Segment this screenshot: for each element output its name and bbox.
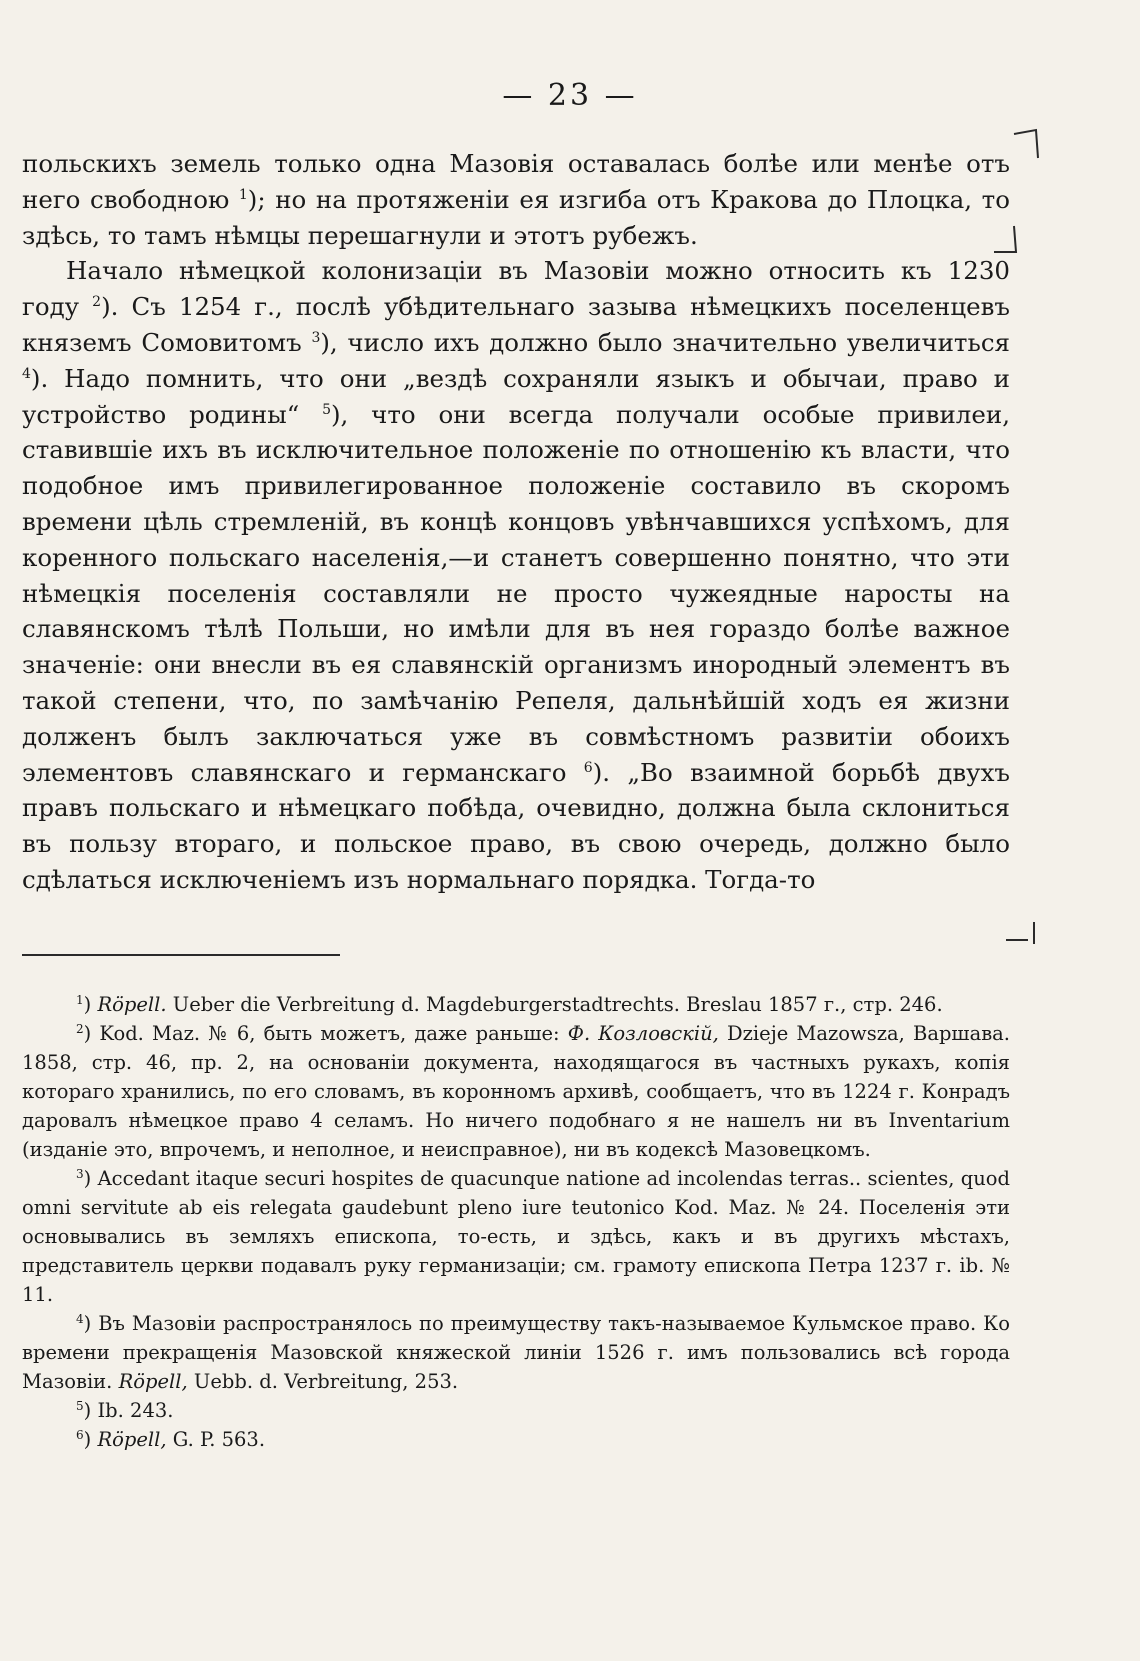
footnote-mark: 2 xyxy=(76,1022,84,1036)
text-run: ); но на протяженіи ея изгиба отъ Кракова до Плоцка, то здѣсь, то тамъ нѣмцы перешагнули и этотъ рубежъ. xyxy=(22,184,1010,250)
text-run: ). Надо помнить, что они „вездѣ сохраняли языкъ и обычаи, право и устройство родины“ xyxy=(22,363,1010,429)
margin-bracket-top-icon xyxy=(1012,124,1052,164)
footnote-mark: 5 xyxy=(76,1399,84,1413)
footnote-author: Röpell, xyxy=(97,1428,167,1451)
footnote-ref-6[interactable]: 6 xyxy=(583,759,593,776)
footnote-ref-5[interactable]: 5 xyxy=(322,401,331,418)
footnote-mark: 4 xyxy=(76,1312,84,1326)
paragraph-1 xyxy=(22,146,1010,253)
footnote-ref-3[interactable]: 3 xyxy=(311,329,321,346)
main-text xyxy=(22,146,1010,898)
footnote-ref-2[interactable]: 2 xyxy=(92,294,102,311)
footnote-text: Uebb. d. Verbreitung, 253. xyxy=(187,1370,459,1393)
footnote-ref-1[interactable]: 1 xyxy=(238,186,248,203)
footnote-2: $^2$) Kod. Maz. № 6, быть можетъ, даже раньше: Ф. Козловскій, Dzieje Mazowsza, Варшава. 1858, стр. 46, пр. 2, на основаніи документа, находящагося въ частныхъ рукахъ, копія котораго хранились, по его словамъ, въ коронномъ архивѣ, сообщаетъ, что въ 1224 г. Конрадъ даровалъ нѣмецкое право 4 селамъ. Но ничего подобнаго я не нашелъ ни въ Inventarium (изданіе это, впрочемъ, и неполное, и неисправное), ни въ кодексѣ Мазовецкомъ. xyxy=(22,1022,1010,1161)
footnote-text: Kod. Maz. № 6, быть можетъ, даже раньше: xyxy=(91,1022,568,1045)
text-run: ), что они всегда получали особые привилеи, ставившіе ихъ въ исключительное положеніе по отношенію къ власти, что подобное имъ привилегированное положеніе составило въ скоромъ времени цѣль стремленій, въ концѣ концовъ увѣнчавшихся успѣхомъ, для коренного польскаго населенія,—и станетъ совершенно понятно, что эти нѣмецкія поселенія составляли не просто чужеядные наросты на славянскомъ тѣлѣ Польши, но имѣли для въ нея гораздо болѣе важное значеніе: они внесли въ ея славянскій организмъ инородный элементъ въ такой степени, что, по замѣчанію Репеля, дальнѣйшій ходъ ея жизни долженъ былъ заключаться уже въ совмѣстномъ развитіи обоихъ элементовъ славянскаго и германскаго xyxy=(22,399,1010,787)
footnote-text: Ueber die Verbreitung d. Magdeburgerstadtrechts. Breslau 1857 г., стр. 246. xyxy=(166,993,943,1016)
footnote-6: $^6$) Röpell, G. P. 563. xyxy=(76,1428,266,1451)
footnote-mark: 1 xyxy=(76,993,84,1007)
footnote-5: $^5$) Ib. 243. xyxy=(76,1399,174,1422)
footnote-text: Dzieje Mazowsza, Варшава. 1858, стр. 46, пр. 2, на основаніи документа, находящагося въ частныхъ рукахъ, копія котораго хранились, по его словамъ, въ коронномъ архивѣ, сообщаетъ, что въ 1224 г. Конрадъ даровалъ нѣмецкое право 4 селамъ. Но ничего подобнаго я не нашелъ ни въ Inventarium (изданіе это, впрочемъ, и неполное, и неисправное), ни въ кодексѣ Мазовецкомъ. xyxy=(22,1022,1010,1161)
footnote-author: Röpell, xyxy=(118,1370,188,1393)
footnote-4: $^4$) Въ Мазовіи распространялось по преимуществу такъ-называемое Кульмское право. Ко времени прекращенія Мазовской княжеской линіи 1526 г. имъ пользовались всѣ города Мазовіи. Röpell, Uebb. d. Verbreitung, 253. xyxy=(22,1312,1010,1393)
text-run: ). Съ 1254 г., послѣ убѣдительнаго зазыва нѣмецкихъ поселенцевъ княземъ Сомовитомъ xyxy=(22,292,1010,357)
text-run: ), число ихъ должно было значительно увеличиться xyxy=(320,327,1010,357)
text-run: ). „Во взаимной борьбѣ двухъ правъ польскаго и нѣмецкаго побѣда, очевидно, должна была склониться въ пользу втораго, и польское право, въ свою очередь, должно было сдѣлаться исключеніемъ изъ нормальнаго порядка. Тогда-то xyxy=(22,757,1010,894)
footnote-text: G. P. 563. xyxy=(166,1428,266,1451)
text-run: Начало нѣмецкой колонизаціи въ Мазовіи можно относить къ 1230 году xyxy=(22,256,1010,322)
footnote-divider xyxy=(22,954,340,956)
footnote-text: Въ Мазовіи распространялось по преимуществу такъ-называемое Кульмское право. Ко времени прекращенія Мазовской княжеской линіи 1526 г. имъ пользовались всѣ города Мазовіи. xyxy=(22,1312,1010,1393)
margin-bracket-bottom-icon xyxy=(1004,910,1044,950)
paragraph-2 xyxy=(22,253,1010,897)
footnote-mark: 6 xyxy=(76,1428,84,1442)
footnote-1: $^1$) Röpell. Ueber die Verbreitung d. Magdeburgerstadtrechts. Breslau 1857 г., стр. 246. xyxy=(76,993,943,1016)
footnotes xyxy=(22,990,1010,1454)
footnote-author: Röpell. xyxy=(97,993,167,1016)
page-number: — 23 — xyxy=(502,78,638,113)
footnote-3: $^3$) Accedant itaque securi hospites de quacunque natione ad incolendas terras.. scientes, quod omni servitute ab eis relegata gaudebunt pleno iure teutonico Kod. Maz. № 24. Поселенія эти основывались въ земляхъ епископа, то-есть, и здѣсь, какъ и въ другихъ мѣстахъ, представитель церкви подавалъ руку германизаціи; см. грамоту епископа Петра 1237 г. ib. № 11. xyxy=(22,1167,1010,1306)
footnote-ref-4[interactable]: 4 xyxy=(22,365,31,382)
footnote-author: Ф. Козловскій, xyxy=(567,1022,719,1045)
margin-bracket-mid-icon xyxy=(990,222,1030,262)
footnote-text: Accedant itaque securi hospites de quacunque natione ad incolendas terras.. scientes, quod omni servitute ab eis relegata gaudebunt pleno iure teutonico Kod. Maz. № 24. Поселенія эти основывались въ земляхъ епископа, то-есть, и здѣсь, какъ и въ другихъ мѣстахъ, представитель церкви подавалъ руку германизаціи; см. грамоту епископа Петра 1237 г. ib. № 11. xyxy=(22,1167,1010,1306)
footnote-mark: 3 xyxy=(76,1167,84,1181)
text-run: польскихъ земель только одна Мазовія оставалась болѣе или менѣе отъ него свободною xyxy=(22,149,1010,214)
footnote-text: Ib. 243. xyxy=(91,1399,174,1422)
